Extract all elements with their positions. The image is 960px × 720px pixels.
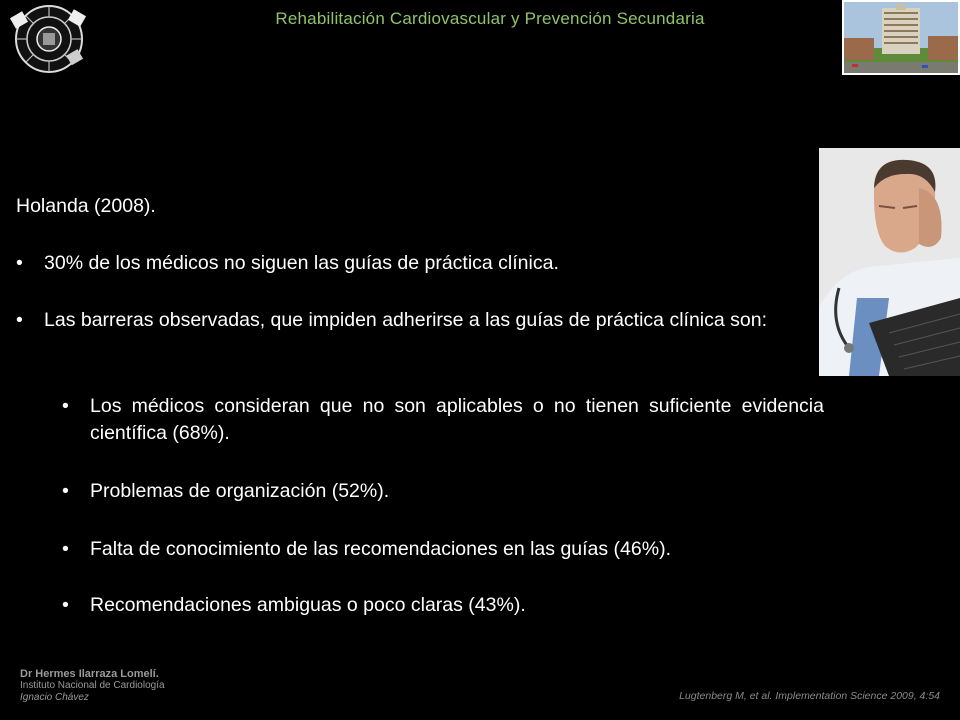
sub-list-item-text: Problemas de organización (52%).: [90, 480, 390, 502]
sub-list-item: [62, 536, 824, 563]
list-item: [16, 250, 816, 277]
list-item-text: Las barreras observadas, que impiden adherirse a las guías de práctica clínica son:: [44, 309, 767, 331]
slide-header-title: Rehabilitación Cardiovascular y Prevención Secundaria: [275, 9, 705, 28]
sub-list-item: [62, 393, 824, 447]
bullet-marker: •: [62, 538, 69, 560]
author-name: Dr Hermes Ilarraza Lomelí.: [20, 668, 159, 680]
bullet-marker: •: [62, 480, 69, 502]
bullet-marker: •: [16, 252, 23, 274]
bullet-marker: •: [62, 594, 69, 616]
institution-seal-icon: [10, 2, 88, 74]
sleeping-doctor-photo: [819, 148, 960, 376]
sub-list-item-text: Recomendaciones ambiguas o poco claras (43%).: [90, 594, 526, 616]
author-block: [20, 668, 165, 704]
bullet-marker: •: [62, 395, 69, 417]
bullet-marker: •: [16, 309, 23, 331]
list-item-text: 30% de los médicos no siguen las guías de práctica clínica.: [44, 252, 559, 274]
hospital-building-photo: [842, 0, 960, 75]
institute-name: Instituto Nacional de Cardiología: [20, 680, 165, 691]
list-item: [16, 307, 806, 334]
citation: Lugtenberg M, et al. Implementation Science 2009, 4:54: [679, 690, 940, 702]
institute-subname: Ignacio Chávez: [20, 692, 89, 703]
sub-list-item-text: Falta de conocimiento de las recomendaciones en las guías (46%).: [90, 538, 671, 560]
sub-list-item-text: Los médicos consideran que no son aplicables o no tienen suficiente evidencia científica (68%).: [90, 395, 824, 444]
sub-list-item: [62, 592, 824, 619]
sub-list-item: [62, 478, 824, 505]
section-heading: Holanda (2008).: [16, 195, 156, 217]
